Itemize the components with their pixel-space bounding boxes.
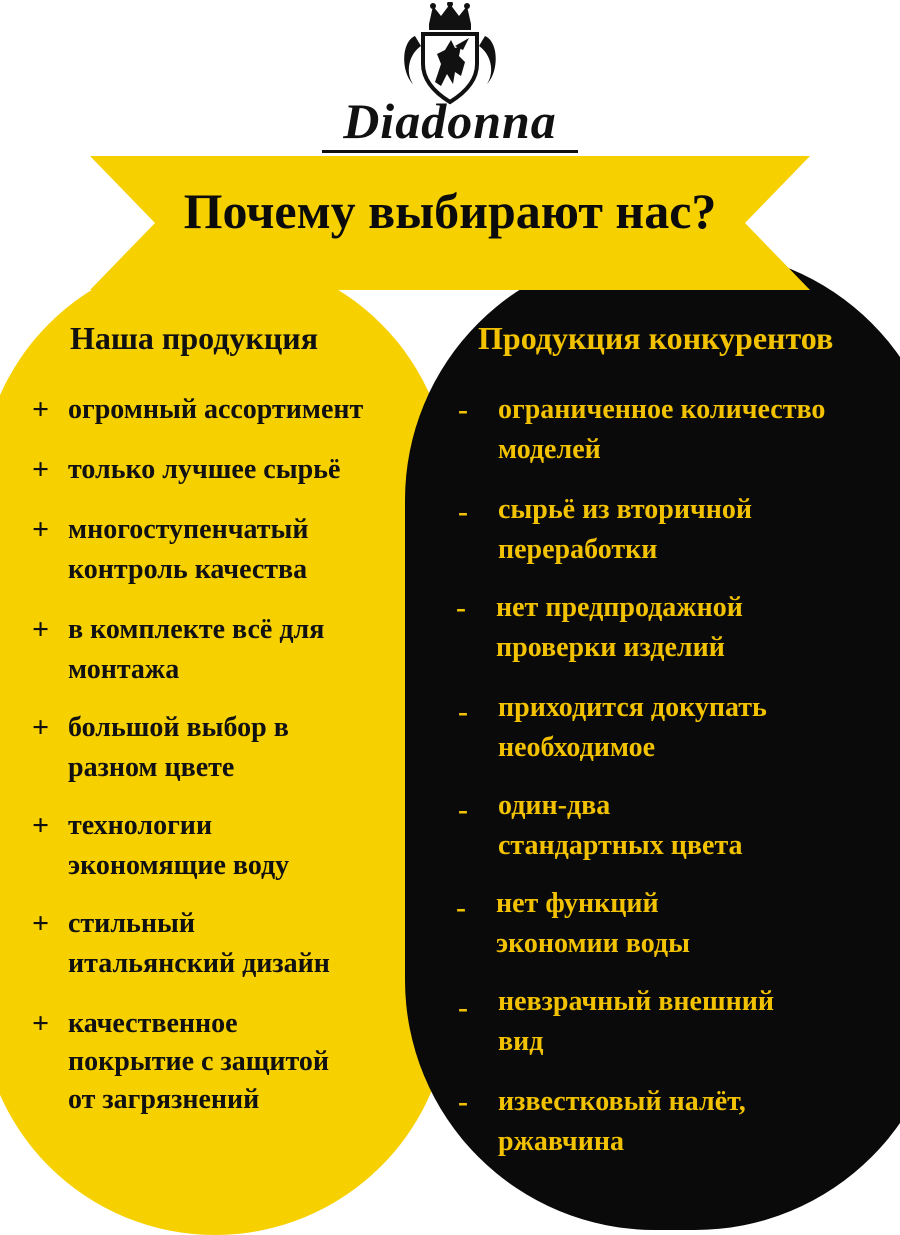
minus-icon: - xyxy=(458,1085,468,1118)
list-item: многоступенчатый xyxy=(68,514,309,545)
list-item: ржавчина xyxy=(498,1126,624,1157)
minus-icon: - xyxy=(458,393,468,426)
headline-ribbon xyxy=(0,148,900,298)
list-item: невзрачный внешний xyxy=(498,986,775,1017)
minus-icon: - xyxy=(458,991,468,1024)
minus-icon: - xyxy=(458,793,468,826)
plus-icon: + xyxy=(32,513,50,546)
list-item: проверки изделий xyxy=(496,632,725,663)
plus-icon: + xyxy=(32,613,50,646)
plus-icon: + xyxy=(32,711,50,744)
list-item: итальянский дизайн xyxy=(68,948,330,979)
list-item: вид xyxy=(498,1026,544,1057)
plus-icon: + xyxy=(32,907,50,940)
plus-icon: + xyxy=(32,453,50,486)
minus-icon: - xyxy=(456,891,466,924)
plus-icon: + xyxy=(32,809,50,842)
list-item: огромный ассортимент xyxy=(68,394,364,425)
list-item: покрытие с защитой xyxy=(68,1046,329,1077)
list-item: необходимое xyxy=(498,732,656,763)
list-item: большой выбор в xyxy=(68,712,289,743)
plus-icon: + xyxy=(32,1007,50,1040)
minus-icon: - xyxy=(458,495,468,528)
brand-name: Diadonna xyxy=(343,93,557,149)
list-item: технологии xyxy=(68,810,213,841)
minus-icon: - xyxy=(458,695,468,728)
brand-logo xyxy=(300,0,600,160)
list-item: стильный xyxy=(68,908,195,939)
list-item: стандартных цвета xyxy=(498,830,743,861)
list-item: в комплекте всё для xyxy=(68,614,325,645)
list-item: только лучшее сырьё xyxy=(68,454,341,485)
plus-icon: + xyxy=(32,393,50,426)
page-title: Почему выбирают нас? xyxy=(183,183,717,239)
list-item: экономящие воду xyxy=(68,850,290,881)
list-item: один-два xyxy=(498,790,611,821)
list-item: от загрязнений xyxy=(68,1084,260,1115)
list-item: переработки xyxy=(498,534,658,565)
minus-icon: - xyxy=(456,591,466,624)
list-item: нет функций xyxy=(496,888,659,919)
list-item: моделей xyxy=(498,434,601,465)
list-item: приходится докупать xyxy=(498,692,767,723)
list-item: сырьё из вторичной xyxy=(498,494,753,525)
list-item: монтажа xyxy=(68,654,180,685)
list-item: разном цвете xyxy=(68,752,235,783)
list-item: контроль качества xyxy=(68,554,308,585)
list-item: качественное xyxy=(68,1008,238,1039)
list-item: известковый налёт, xyxy=(498,1086,746,1117)
list-item: экономии воды xyxy=(496,928,690,959)
our-products-heading: Наша продукция xyxy=(70,320,319,356)
list-item: нет предпродажной xyxy=(496,592,743,623)
competitor-products-heading: Продукция конкурентов xyxy=(478,320,834,356)
list-item: ограниченное количество xyxy=(498,394,826,425)
